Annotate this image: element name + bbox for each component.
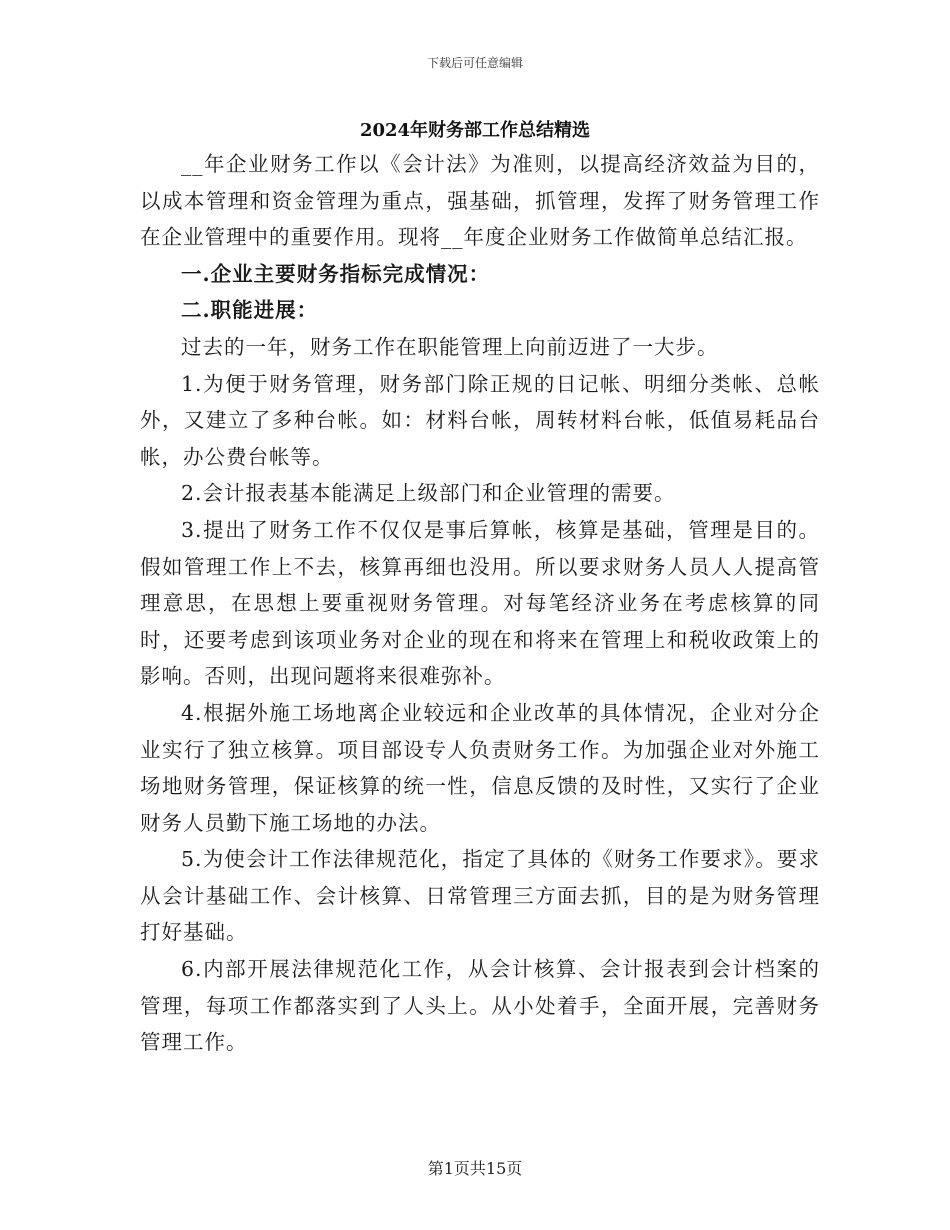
paragraph-past-year: 过去的一年，财务工作在职能管理上向前迈进了一大步。 [181, 334, 719, 359]
document-body [140, 146, 820, 1061]
document-title: 2024年财务部工作总结精选 [359, 120, 591, 141]
header-note: 下载后可任意编辑 [426, 56, 523, 70]
list-item-1: 1.为便于财务管理，财务部门除正规的日记帐、明细分类帐、总帐外，又建立了多种台帐。如：材料台帐，周转材料台帐，低值易耗品台帐，办公费台帐等。 [140, 371, 820, 469]
list-item-5: 5.为使会计工作法律规范化，指定了具体的《财务工作要求》。要求从会计基础工作、会计核算、日常管理三方面去抓，目的是为财务管理打好基础。 [140, 847, 820, 945]
list-item-4: 4.根据外施工场地离企业较远和企业改革的具体情况，企业对分企业实行了独立核算。项目部设专人负责财务工作。为加强企业对外施工场地财务管理，保证核算的统一性，信息反馈的及时性，又实行了企业财务人员勤下施工场地的办法。 [140, 700, 820, 835]
section-heading-2: 二.职能进展： [181, 298, 319, 323]
intro-paragraph: __年企业财务工作以《会计法》为准则，以提高经济效益为目的，以成本管理和资金管理为重点，强基础，抓管理，发挥了财务管理工作在企业管理中的重要作用。现将__年度企业财务工作做简单总结汇报。 [140, 152, 820, 250]
page-footer: 第1页共15页 [427, 1159, 523, 1178]
section-heading-1: 一.企业主要财务指标完成情况： [181, 261, 491, 286]
list-item-6: 6.内部开展法律规范化工作，从会计核算、会计报表到会计档案的管理，每项工作都落实到了人头上。从小处着手，全面开展，完善财务管理工作。 [140, 957, 820, 1055]
list-item-2: 2.会计报表基本能满足上级部门和企业管理的需要。 [181, 481, 676, 506]
list-item-3: 3.提出了财务工作不仅仅是事后算帐，核算是基础，管理是目的。假如管理工作上不去，核算再细也没用。所以要求财务人员人人提高管理意思，在思想上要重视财务管理。对每笔经济业务在考虑核算的同时，还要考虑到该项业务对企业的现在和将来在管理上和税收政策上的影响。否则，出现问题将来很难弥补。 [140, 517, 820, 689]
